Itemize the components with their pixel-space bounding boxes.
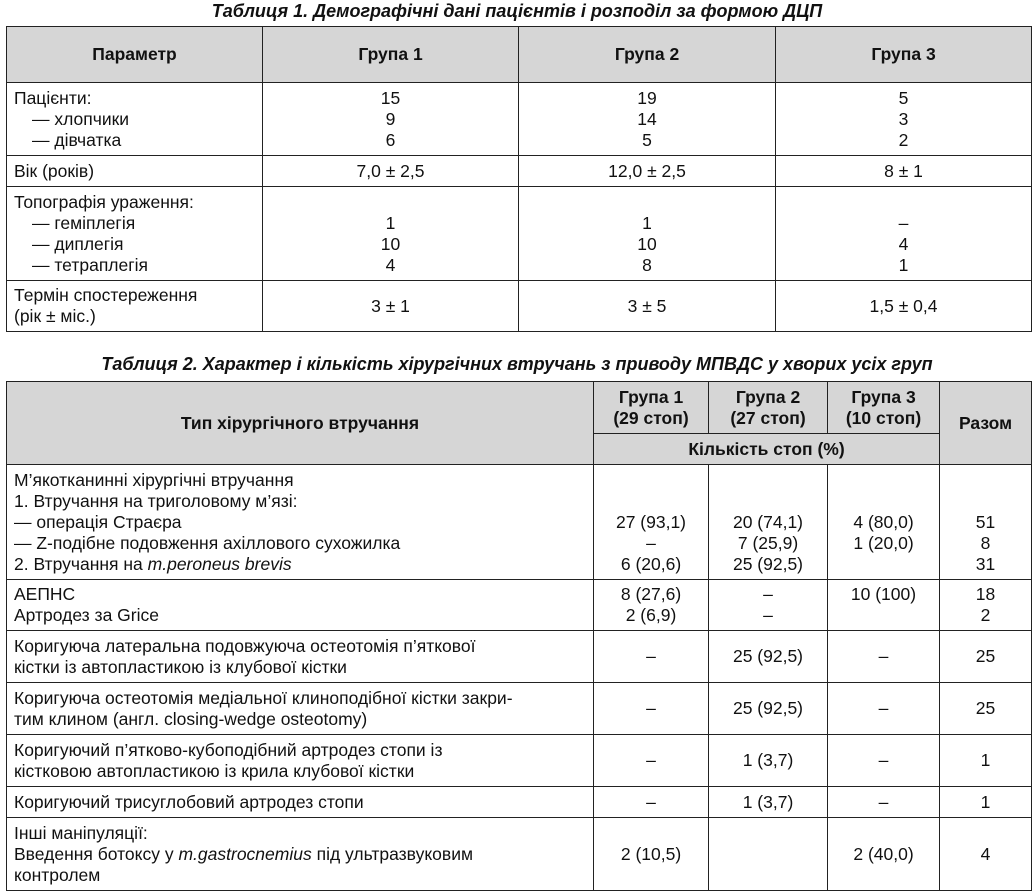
table-row [7, 187, 1032, 281]
cell-group-2: 12,0 ± 2,5 [519, 156, 776, 187]
cell-total: 1 [940, 787, 1032, 818]
surgical-interventions-table [6, 381, 1032, 891]
row-label: Коригуючий трисуглобовий артродез стопи [7, 787, 594, 818]
cell-total: 51 8 31 [940, 465, 1032, 580]
cell-group-3: 8 ± 1 [776, 156, 1032, 187]
cell-group-3: 2 (40,0) [828, 818, 940, 891]
cell-group-1: 27 (93,1) – 6 (20,6) [594, 465, 709, 580]
cell-group-2: 19 14 5 [519, 83, 776, 156]
cell-total: 4 [940, 818, 1032, 891]
cell-group-3: – [828, 735, 940, 787]
cell-group-1: 15 9 6 [263, 83, 519, 156]
cell-group-2: 25 (92,5) [709, 631, 828, 683]
table-row [7, 683, 1032, 735]
cell-group-2: – – [709, 580, 828, 631]
header-group-2: Група 2 [519, 27, 776, 83]
cell-group-1: 2 (10,5) [594, 818, 709, 891]
subheader-feet-count: Кількість стоп (%) [594, 434, 940, 465]
header-parameter: Параметр [7, 27, 263, 83]
cell-group-2: 3 ± 5 [519, 281, 776, 332]
table1-header-row [7, 27, 1032, 83]
row-label-age: Вік (років) [7, 156, 263, 187]
table-row [7, 787, 1032, 818]
table1-caption: Таблиця 1. Демографічні дані пацієнтів і розподіл за формою ДЦП [211, 1, 823, 21]
cell-group-2: 25 (92,5) [709, 683, 828, 735]
row-label: Коригуюча остеотомія медіальної клиноподібної кістки закри- тим клином (англ. closing-wedge osteotomy) [7, 683, 594, 735]
row-label: Коригуюча латеральна подовжуюча остеотомія п’яткової кістки із автопластикою із клубової кістки [7, 631, 594, 683]
cell-group-1: – [594, 735, 709, 787]
cell-total: 1 [940, 735, 1032, 787]
cell-total: 25 [940, 683, 1032, 735]
table-row [7, 156, 1032, 187]
demographics-table [6, 26, 1032, 332]
table-row [7, 465, 1032, 580]
table2-caption: Таблиця 2. Характер і кількість хірургічних втручань з приводу МПВДС у хворих усіх груп [101, 354, 933, 374]
cell-group-3: 5 3 2 [776, 83, 1032, 156]
cell-group-2: 1 (3,7) [709, 735, 828, 787]
cell-group-1: 1 10 4 [263, 187, 519, 281]
cell-group-3: – [828, 631, 940, 683]
header-group-2: Група 2 (27 стоп) [709, 382, 828, 434]
cell-group-1: – [594, 631, 709, 683]
table-row [7, 83, 1032, 156]
cell-group-1: 7,0 ± 2,5 [263, 156, 519, 187]
cell-group-3: – [828, 683, 940, 735]
cell-group-3: 10 (100) [828, 580, 940, 631]
table-row [7, 281, 1032, 332]
table-row [7, 735, 1032, 787]
cell-group-2: 20 (74,1) 7 (25,9) 25 (92,5) [709, 465, 828, 580]
cell-group-1: 8 (27,6) 2 (6,9) [594, 580, 709, 631]
row-label-topography: Топографія ураження: — геміплегія — диплегія — тетраплегія [7, 187, 263, 281]
cell-group-2: 1 10 8 [519, 187, 776, 281]
table-row [7, 631, 1032, 683]
header-group-1: Група 1 (29 стоп) [594, 382, 709, 434]
table2-header-row [7, 382, 1032, 434]
cell-group-1: – [594, 683, 709, 735]
row-label-other: Інші маніпуляції: Введення ботоксу у m.gastrocnemius під ультразвуковим контролем [7, 818, 594, 891]
cell-group-2 [709, 818, 828, 891]
row-label: Коригуючий п’ятково-кубоподібний артродез стопи із кістковою автопластикою із крила клубової кістки [7, 735, 594, 787]
row-label-aepns: АЕПНС Артродез за Grice [7, 580, 594, 631]
cell-group-3: – 4 1 [776, 187, 1032, 281]
cell-total: 18 2 [940, 580, 1032, 631]
row-label-soft-tissue: М’якотканинні хірургічні втручання 1. Втручання на триголовому м’язі: — операція Страєра — Z-подібне подовження ахіллового сухожилка 2. Втручання на m.peroneus brevis [7, 465, 594, 580]
row-label-patients: Пацієнти: — хлопчики — дівчатка [7, 83, 263, 156]
header-total: Разом [940, 382, 1032, 465]
row-label-follow-up: Термін спостереження (рік ± міс.) [7, 281, 263, 332]
table-row [7, 818, 1032, 891]
header-group-3: Група 3 [776, 27, 1032, 83]
cell-group-3: – [828, 787, 940, 818]
cell-group-3: 1,5 ± 0,4 [776, 281, 1032, 332]
header-group-3: Група 3 (10 стоп) [828, 382, 940, 434]
header-intervention-type: Тип хірургічного втручання [7, 382, 594, 465]
cell-group-3: 4 (80,0) 1 (20,0) [828, 465, 940, 580]
cell-total: 25 [940, 631, 1032, 683]
cell-group-1: 3 ± 1 [263, 281, 519, 332]
cell-group-2: 1 (3,7) [709, 787, 828, 818]
table-row [7, 580, 1032, 631]
header-group-1: Група 1 [263, 27, 519, 83]
cell-group-1: – [594, 787, 709, 818]
